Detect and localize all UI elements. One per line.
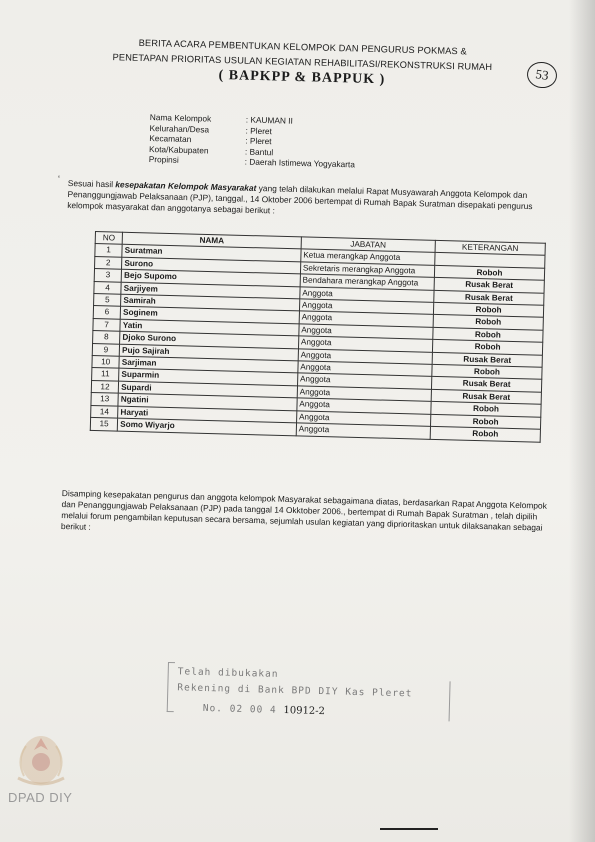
stamp-line-3: [203, 703, 325, 717]
cell-no: 11: [92, 368, 120, 381]
cell-jabatan: Anggota: [298, 361, 432, 377]
cell-jabatan: Ketua merangkap Anggota: [301, 249, 435, 265]
intro-emphasis: kesepakatan Kelompok Masyarakat: [115, 179, 257, 193]
cell-nama: Bejo Supomo: [121, 269, 300, 286]
cell-jabatan: Sekretaris merangkap Anggota: [300, 262, 434, 278]
archive-watermark: DPAD DIY: [8, 790, 73, 805]
cell-nama: Sarjiyem: [121, 282, 300, 299]
document-title: [67, 34, 538, 93]
stamp-line-1: Telah dibukakan: [177, 666, 279, 680]
closing-paragraph: Disamping kesepakatan pengurus dan anggota kelompok Masyarakat sebagaimana diatas, berdasarkan Rapat Anggota Kelompok dan Penanggungjawab Pelaksanaan (PJP) pada tanggal 14 Okktober 2006., bertempat di Rumah Bapak Suratman , telah dipilih melalui forum pengambilan keputusan secara bersama, sejumlah usulan kegiatan yang diprioritaskan untuk dilaksanakan sebagai berikut :: [60, 488, 547, 533]
cell-nama: Soginem: [120, 307, 299, 324]
cell-keterangan: Rusak Berat: [431, 389, 541, 404]
stamp-line-2: Rekening di Bank BPD DIY Kas Pleret: [177, 682, 413, 700]
info-label: Kota/Kabupaten: [148, 143, 209, 156]
cell-keterangan: Roboh: [430, 414, 540, 429]
cell-no: 15: [90, 418, 118, 431]
title-line-2: PENETAPAN PRIORITAS USULAN KEGIATAN REHABILITASI/REKONSTRUKSI RUMAH: [112, 51, 493, 72]
cell-no: 14: [91, 405, 119, 418]
info-label: Kecamatan: [149, 133, 192, 145]
cell-jabatan: Anggota: [299, 311, 433, 327]
cell-keterangan: Rusak Berat: [434, 278, 544, 293]
header-nama: NAMA: [122, 232, 301, 249]
cell-no: 5: [94, 294, 122, 307]
cell-no: 12: [91, 380, 119, 393]
cell-jabatan: Anggota: [297, 373, 431, 389]
cell-jabatan: Anggota: [298, 336, 432, 352]
intro-text-1: Sesuai hasil: [67, 178, 116, 190]
cell-no: 8: [93, 331, 121, 344]
header-no: NO: [95, 232, 123, 245]
intro-paragraph: [67, 178, 543, 223]
cell-keterangan: Roboh: [434, 265, 544, 280]
crest-watermark-icon: [6, 726, 76, 790]
cell-keterangan: Roboh: [433, 315, 543, 330]
bank-stamp: [166, 662, 453, 733]
cell-nama: Sarjiman: [119, 356, 298, 373]
info-value: : Pleret: [245, 135, 272, 147]
page-number-circle: 53: [525, 60, 558, 90]
cell-keterangan: Rusak Berat: [431, 377, 541, 392]
info-value: : Daerah Istimewa Yogyakarta: [244, 156, 356, 170]
stamp-number-prefix: No. 02 00 4: [202, 702, 277, 716]
cell-nama: Supardi: [118, 381, 297, 398]
intro-text-2: yang telah dilakukan melalui Rapat Musyawarah Anggota Kelompok dan Penanggungjawab Pelaksanaan (PJP), tanggal., 14 Oktober 2006 bertempat di Rumah Bapak Suratman disepakati pengurus kelompok masyarakat dan anggotanya sebagai berikut :: [67, 182, 533, 216]
cell-nama: Suparmin: [119, 369, 298, 386]
cell-jabatan: Anggota: [297, 386, 431, 402]
info-value: : KAUMAN II: [245, 114, 293, 126]
cell-jabatan: Anggota: [299, 299, 433, 315]
cell-no: 3: [94, 269, 122, 282]
cell-keterangan: Roboh: [430, 426, 540, 441]
cell-no: 1: [95, 244, 123, 257]
info-value: : Bantul: [244, 146, 274, 158]
title-line-3: ( BAPKPP & BAPPUK ): [218, 67, 386, 88]
stamp-bracket-right: [443, 681, 451, 721]
stamp-bracket-left: [167, 662, 175, 712]
cell-jabatan: Anggota: [296, 423, 430, 439]
pen-tick-mark: ‘: [58, 174, 60, 184]
cell-nama: Samirah: [121, 294, 300, 311]
bottom-underline: [380, 828, 438, 830]
cell-nama: Djoko Surono: [120, 331, 299, 348]
cell-nama: Pujo Sajirah: [119, 344, 298, 361]
cell-no: 2: [95, 256, 123, 269]
cell-jabatan: Anggota: [298, 349, 432, 365]
header-jabatan: JABATAN: [301, 237, 435, 253]
cell-keterangan: Roboh: [431, 402, 541, 417]
cell-jabatan: Anggota: [297, 398, 431, 414]
info-label: Nama Kelompok: [149, 112, 212, 124]
info-label: Kelurahan/Desa: [149, 122, 210, 135]
cell-jabatan: Anggota: [296, 411, 430, 427]
cell-jabatan: Anggota: [300, 287, 434, 303]
cell-nama: Somo Wiyarjo: [118, 418, 297, 435]
cell-keterangan: Roboh: [432, 340, 542, 355]
info-label: Propinsi: [148, 154, 179, 166]
cell-nama: Ngatini: [118, 393, 297, 410]
cell-no: 4: [94, 281, 122, 294]
cell-jabatan: Bendahara merangkap Anggota: [300, 274, 434, 290]
cell-nama: Surono: [122, 257, 301, 274]
cell-keterangan: Rusak Berat: [432, 352, 542, 367]
info-value: : Pleret: [245, 125, 272, 136]
cell-jabatan: Anggota: [299, 324, 433, 340]
cell-no: 9: [92, 343, 120, 356]
cell-keterangan: Roboh: [432, 364, 542, 379]
cell-keterangan: Roboh: [433, 302, 543, 317]
members-table: [90, 231, 546, 442]
cell-no: 10: [92, 356, 120, 369]
cell-keterangan: Rusak Berat: [434, 290, 544, 305]
cell-nama: Yatin: [120, 319, 299, 336]
group-info: [149, 112, 357, 170]
cell-no: 6: [93, 306, 121, 319]
page-edge-shadow: [569, 0, 595, 842]
cell-no: 7: [93, 318, 121, 331]
title-line-1: BERITA ACARA PEMBENTUKAN KELOMPOK DAN PENGURUS POKMAS &: [138, 37, 467, 57]
cell-no: 13: [91, 393, 119, 406]
header-keterangan: KETERANGAN: [435, 240, 545, 255]
cell-keterangan: Roboh: [433, 327, 543, 342]
cell-nama: Haryati: [118, 406, 297, 423]
handwritten-account-number: 10912-2: [283, 705, 326, 718]
cell-nama: Suratman: [122, 245, 301, 262]
